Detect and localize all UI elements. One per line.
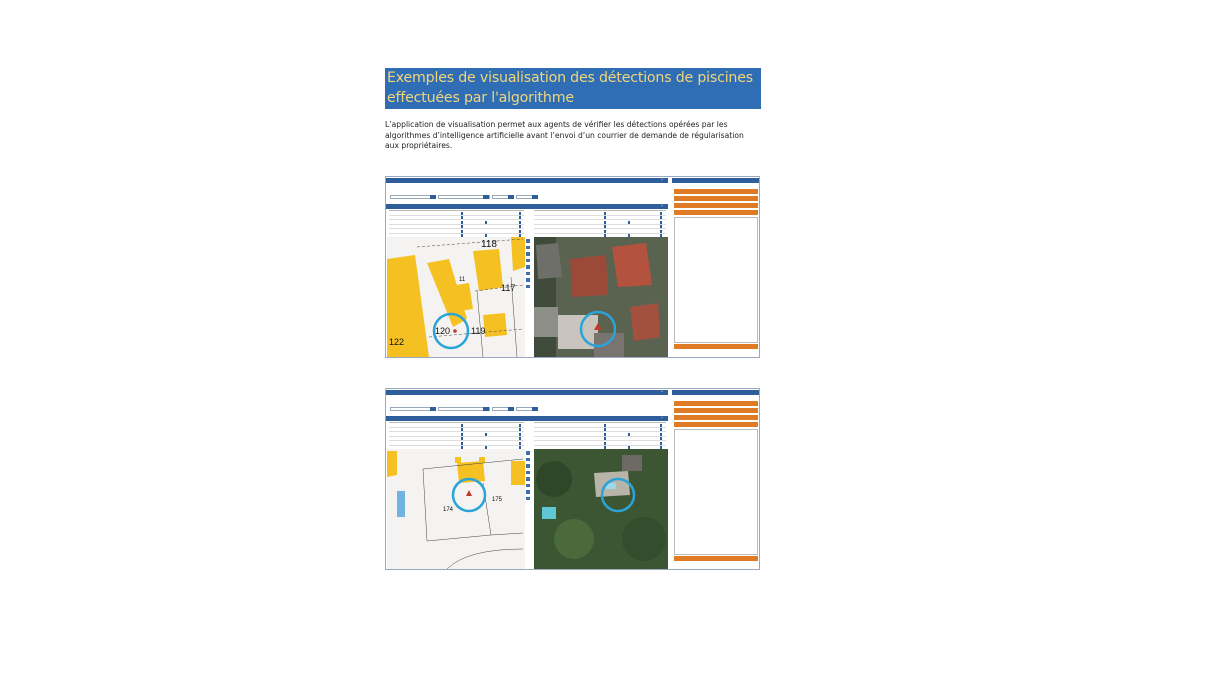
parcel-label: 175 <box>492 497 503 503</box>
cadastral-map[interactable] <box>387 237 525 357</box>
layers-bar: ^ <box>386 416 668 421</box>
info-button-2[interactable] <box>674 196 758 201</box>
info-button-3[interactable] <box>674 203 758 208</box>
section-button[interactable] <box>508 195 514 199</box>
title-line-2: effectuées par l'algorithme <box>387 89 574 106</box>
parcel-label: 122 <box>389 337 405 347</box>
app-screenshot-2 <box>385 388 760 570</box>
detail-tree <box>674 217 758 343</box>
parcelle-button[interactable] <box>532 195 538 199</box>
zone-selection-bar: ^ <box>386 390 668 395</box>
aerial-map[interactable] <box>534 449 668 569</box>
info-panel-bar <box>672 178 760 183</box>
info-button-4[interactable] <box>674 422 758 427</box>
info-button-2[interactable] <box>674 408 758 413</box>
section-button[interactable] <box>508 407 514 411</box>
parcel-label: 117 <box>501 283 516 293</box>
layers-bar: ^ <box>386 204 668 209</box>
document-title <box>385 68 761 109</box>
detail-tree <box>674 429 758 555</box>
aerial-map[interactable] <box>534 237 668 357</box>
parcel-label: 174 <box>443 507 454 513</box>
info-button-1[interactable] <box>674 401 758 406</box>
intro-line-2: algorithmes d’intelligence artificielle avant l’envoi d’un courrier de demande de régularisation <box>385 130 744 140</box>
info-button-bottom[interactable] <box>674 344 758 349</box>
info-button-1[interactable] <box>674 189 758 194</box>
info-panel-bar <box>672 390 760 395</box>
map-toolbar[interactable] <box>526 239 531 291</box>
parcel-label: 120 <box>435 326 451 336</box>
app-screenshot-1 <box>385 176 760 358</box>
parcel-label: 119 <box>471 326 486 336</box>
cadastral-map[interactable] <box>387 449 525 569</box>
zone-selection-bar: ^ <box>386 178 668 183</box>
intro-line-3: aux propriétaires. <box>385 141 453 151</box>
departement-button[interactable] <box>430 195 436 199</box>
parcel-label: 11 <box>459 277 466 283</box>
parcel-label: 118 <box>481 239 497 250</box>
info-button-3[interactable] <box>674 415 758 420</box>
intro-line-1: L’application de visualisation permet aux agents de vérifier les détections opérées par les <box>385 120 728 129</box>
info-side-panel <box>672 396 760 570</box>
info-side-panel <box>672 184 760 358</box>
intro-paragraph <box>385 120 765 152</box>
commune-button[interactable] <box>483 407 489 411</box>
commune-button[interactable] <box>483 195 489 199</box>
parcelle-button[interactable] <box>532 407 538 411</box>
info-button-4[interactable] <box>674 210 758 215</box>
map-toolbar[interactable] <box>526 451 531 503</box>
departement-button[interactable] <box>430 407 436 411</box>
info-button-bottom[interactable] <box>674 556 758 561</box>
title-line-1: Exemples de visualisation des détections de piscines <box>387 70 753 86</box>
